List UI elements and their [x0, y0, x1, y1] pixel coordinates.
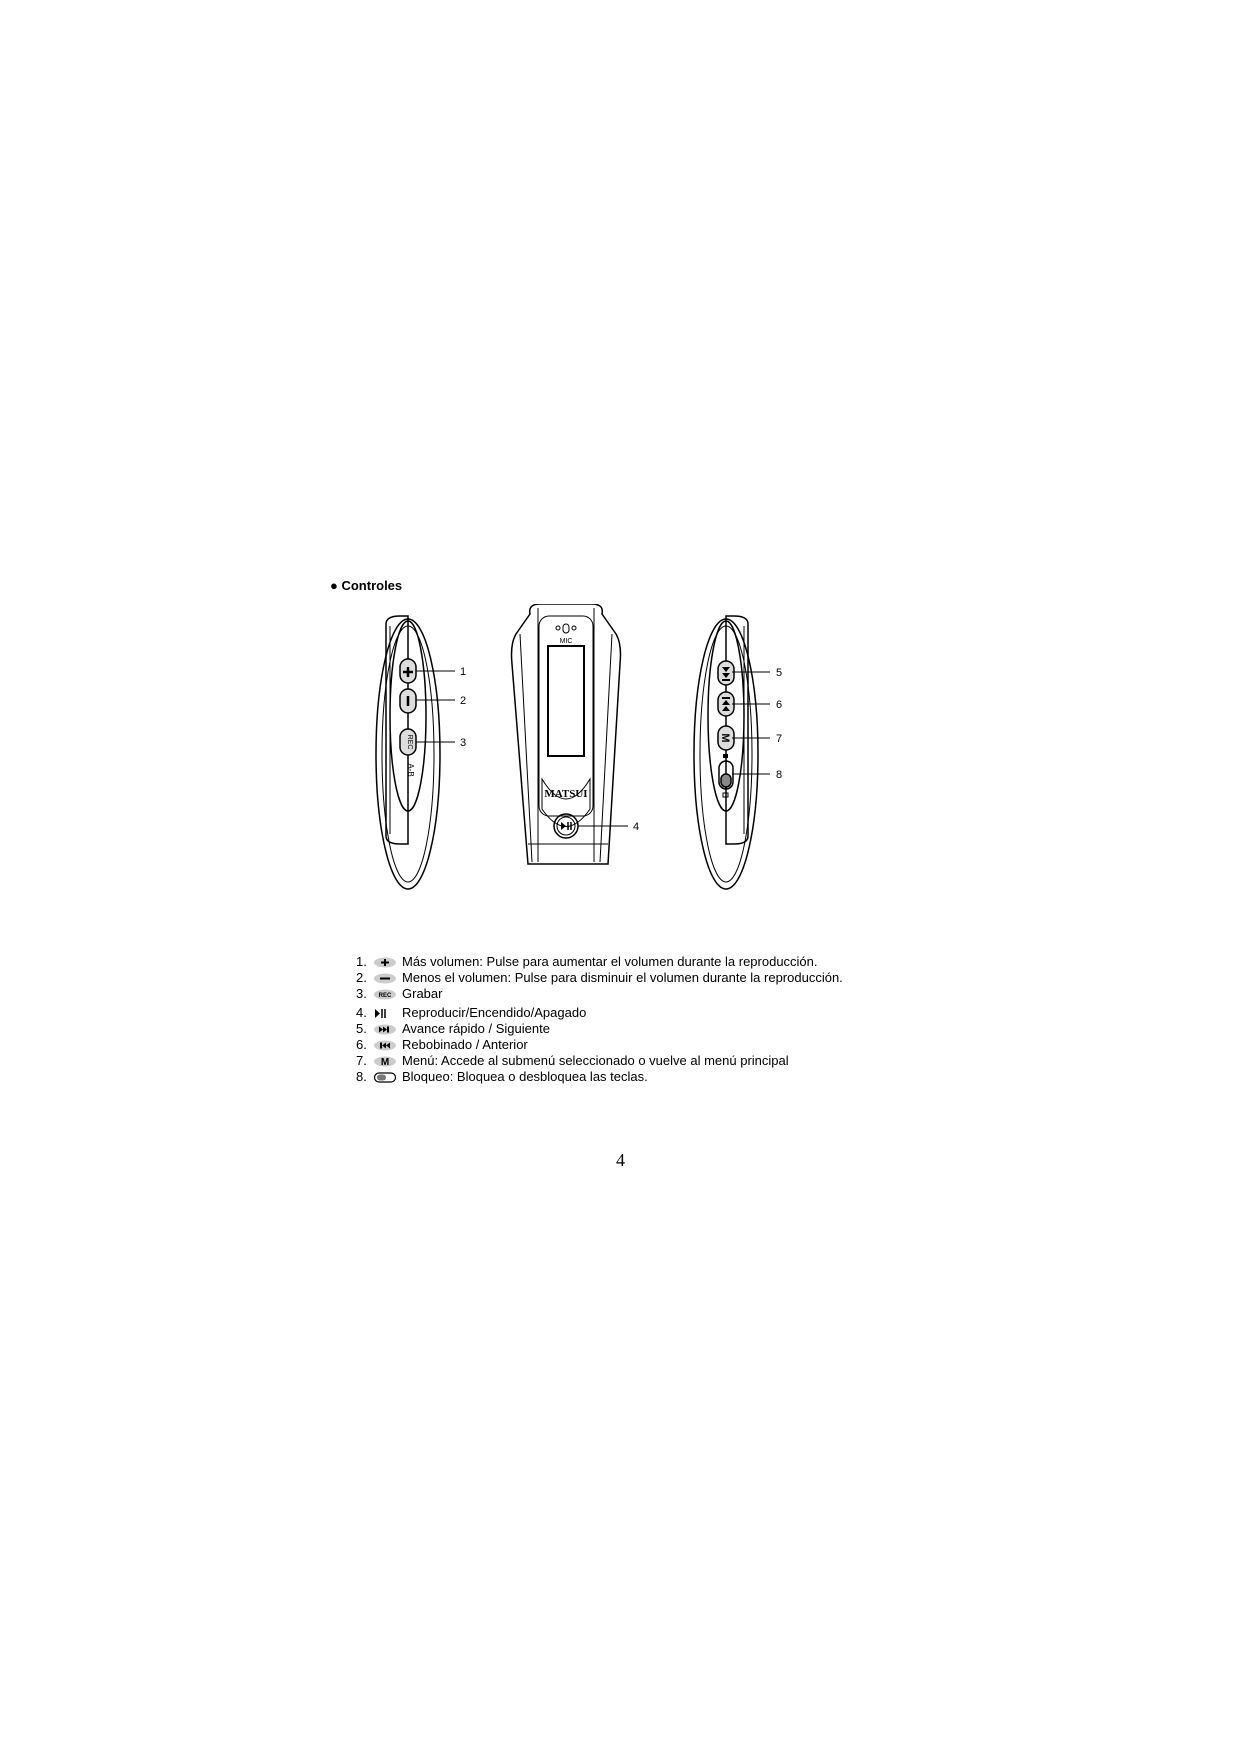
legend-item-volume-down [356, 970, 916, 986]
legend-item-play [356, 1005, 916, 1021]
next-icon [372, 1023, 398, 1035]
callout-5: 5 [776, 667, 783, 679]
play-pause-icon [372, 1007, 398, 1019]
legend-text: Más volumen: Pulse para aumentar el volumen durante la reproducción. [402, 954, 818, 969]
brand-logo: MATSUI [544, 788, 588, 800]
menu-button-label: M [719, 733, 731, 743]
legend-number: 6. [356, 1037, 367, 1052]
legend-number: 7. [356, 1053, 367, 1068]
menu-icon [372, 1055, 398, 1067]
mic-label: MIC [559, 638, 573, 645]
callout-2: 2 [460, 695, 467, 707]
legend-item-record [356, 986, 916, 1002]
menu-icon-label: M [380, 1056, 390, 1067]
mic-icon [556, 624, 576, 633]
legend-item-volume-up [356, 954, 916, 970]
ab-label: A-B [406, 763, 415, 777]
legend-text: Avance rápido / Siguiente [402, 1021, 550, 1036]
legend-text: Rebobinado / Anterior [402, 1037, 528, 1052]
callout-3: 3 [460, 737, 467, 749]
legend-text: Menú: Accede al submenú seleccionado o vuelve al menú principal [402, 1053, 789, 1068]
legend-text: Reproducir/Encendido/Apagado [402, 1005, 587, 1020]
legend-number: 5. [356, 1021, 367, 1036]
plus-icon [372, 956, 398, 968]
section-title: ● Controles [330, 578, 403, 593]
rec-icon-label: REC [378, 992, 392, 999]
legend-number: 3. [356, 986, 367, 1001]
lock-switch-icon [372, 1071, 398, 1083]
controls-diagram [360, 604, 880, 914]
legend-item-previous [356, 1037, 916, 1053]
callout-7: 7 [776, 733, 783, 745]
legend-item-lock [356, 1069, 916, 1085]
minus-icon [372, 972, 398, 984]
legend-number: 8. [356, 1069, 367, 1084]
controls-legend [356, 954, 916, 1085]
legend-item-next [356, 1021, 916, 1037]
right-side-view [694, 616, 758, 889]
previous-icon [372, 1039, 398, 1051]
legend-text: Grabar [402, 986, 443, 1001]
page-number: 4 [616, 1150, 625, 1170]
callout-4: 4 [633, 821, 640, 833]
legend-item-menu [356, 1053, 916, 1069]
rec-button-label: REC [406, 734, 413, 750]
legend-text: Bloqueo: Bloquea o desbloquea las teclas. [402, 1069, 648, 1084]
legend-text: Menos el volumen: Pulse para disminuir el volumen durante la reproducción. [402, 970, 843, 985]
left-side-view [376, 616, 440, 889]
legend-number: 4. [356, 1005, 367, 1020]
legend-number: 2. [356, 970, 367, 985]
legend-number: 1. [356, 954, 367, 969]
callout-6: 6 [776, 699, 783, 711]
rec-icon [372, 988, 398, 1000]
callout-8: 8 [776, 769, 783, 781]
callout-1: 1 [460, 666, 467, 678]
